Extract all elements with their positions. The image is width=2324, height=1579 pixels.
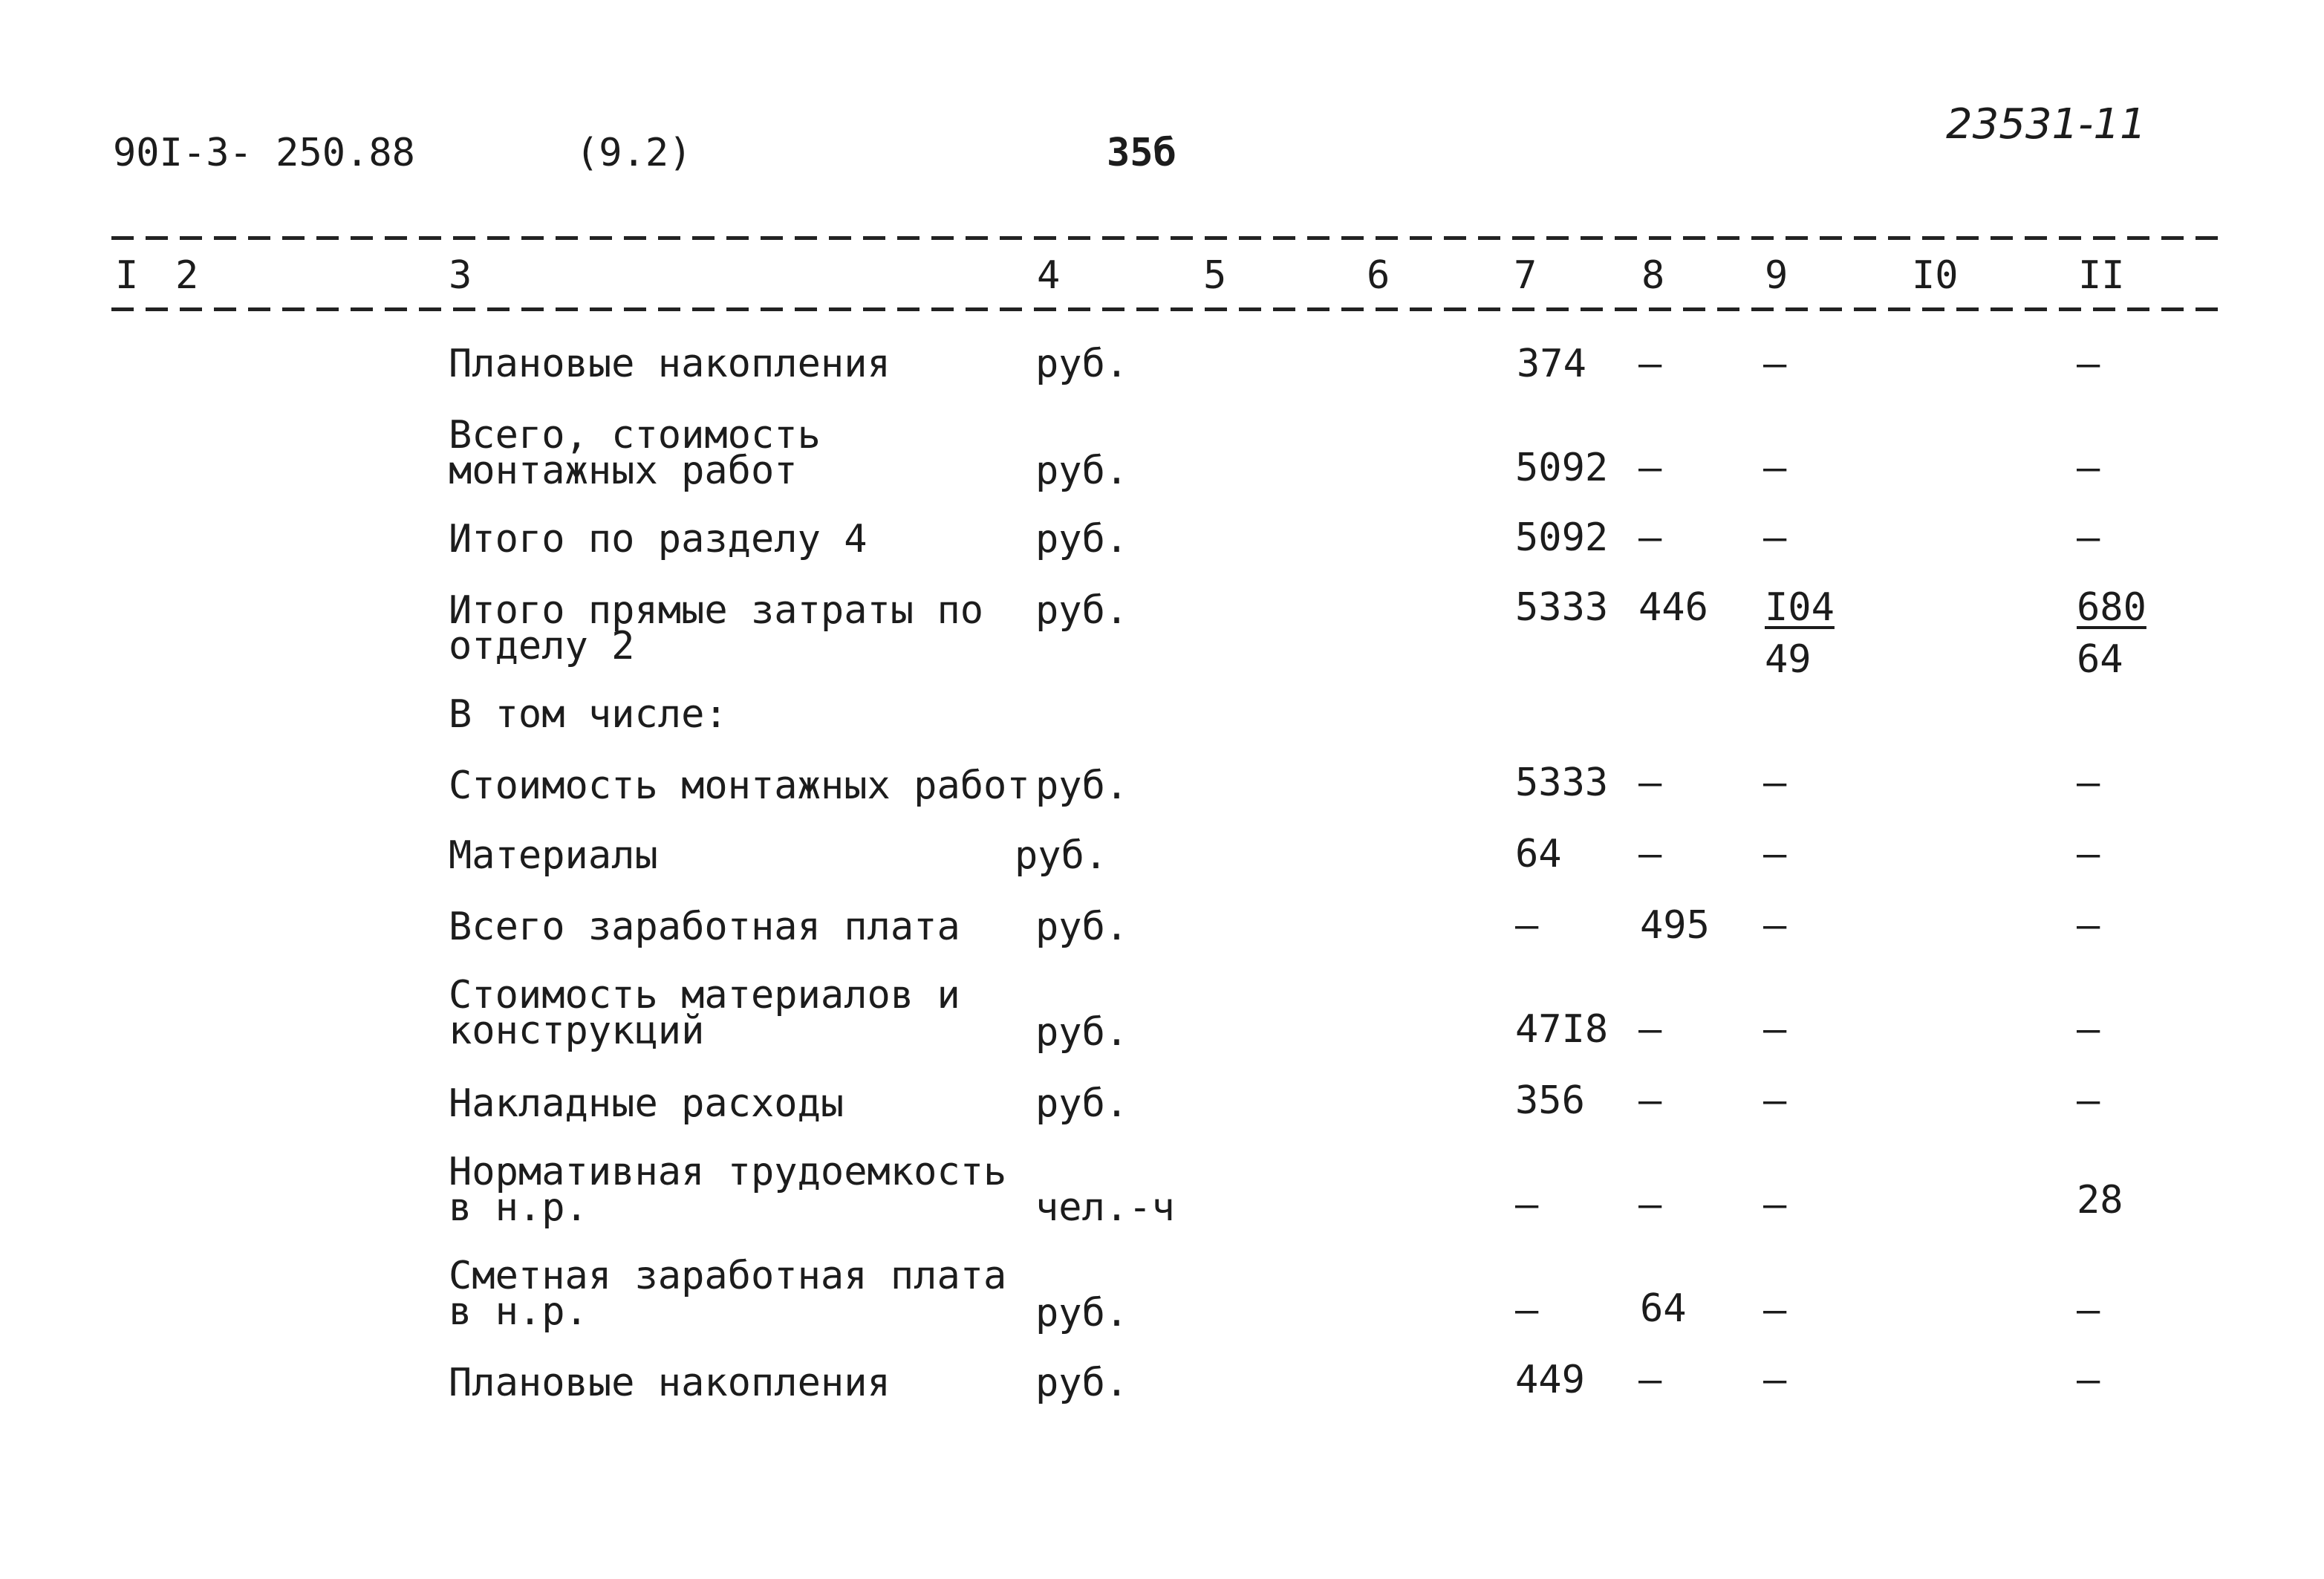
cell-col-11: – [2077, 1288, 2100, 1332]
cell-col-11: – [2077, 515, 2100, 560]
column-header-7: 7 [1514, 253, 1537, 298]
row-name: Плановые накопления [449, 1361, 891, 1405]
row-name: Нормативная трудоемкость [449, 1150, 1007, 1194]
row-name: Всего заработная плата [449, 905, 960, 949]
cell-col-9-denominator: 49 [1765, 637, 1812, 682]
cell-col-8: – [1638, 1007, 1662, 1052]
cell-col-8: – [1638, 1182, 1662, 1227]
cell-col-9: – [1763, 1078, 1787, 1123]
cell-col-7: 5333 [1515, 761, 1609, 805]
cell-col-8: 495 [1640, 903, 1710, 948]
row-unit: руб. [1035, 342, 1129, 386]
column-header-11: II [2078, 253, 2125, 298]
header-bottom-rule [111, 307, 2228, 311]
cell-col-7: 449 [1515, 1358, 1585, 1402]
cell-col-8: 64 [1640, 1286, 1687, 1331]
row-name: Стоимость монтажных работ [449, 764, 1030, 808]
cell-col-7: – [1515, 1288, 1539, 1332]
cell-col-7: 5092 [1515, 446, 1609, 490]
cell-col-9-numerator: I04 [1765, 585, 1835, 630]
column-header-3: 3 [449, 253, 472, 298]
document-code: 90I-3- 250.88 [113, 131, 415, 175]
row-name: Итого по разделу 4 [449, 517, 868, 561]
row-unit: чел.-ч [1035, 1185, 1175, 1230]
cell-col-9: – [1763, 761, 1787, 805]
cell-col-9: – [1763, 1182, 1787, 1227]
cell-col-11: 28 [2077, 1178, 2123, 1222]
row-unit: руб. [1035, 517, 1129, 561]
row-name: Материалы [449, 833, 658, 878]
cell-col-11: – [2077, 1358, 2100, 1402]
cell-col-9: – [1763, 1288, 1787, 1332]
row-name-line-2: в н.р. [449, 1185, 588, 1230]
cell-col-8: 446 [1638, 585, 1708, 630]
row-name: Сметная заработная плата [449, 1254, 1007, 1298]
cell-col-11: – [2077, 446, 2100, 490]
column-header-2: 2 [175, 253, 199, 298]
row-unit: руб. [1035, 588, 1129, 633]
cell-col-9: – [1763, 832, 1787, 876]
row-unit: руб. [1015, 833, 1108, 878]
cell-col-8: – [1638, 446, 1662, 490]
row-unit: руб. [1035, 1361, 1129, 1405]
row-unit: руб. [1035, 1081, 1129, 1126]
cell-col-11: – [2077, 342, 2100, 386]
column-header-10: I0 [1912, 253, 1959, 298]
row-name: Всего, стоимость [449, 413, 821, 458]
row-unit: руб. [1035, 449, 1129, 493]
cell-col-8: – [1638, 1358, 1662, 1402]
cell-col-11-numerator: 680 [2077, 585, 2146, 630]
cell-col-11: – [2077, 1007, 2100, 1052]
row-name-line-2: монтажных работ [449, 449, 798, 493]
cell-col-7: 64 [1515, 832, 1562, 876]
column-header-8: 8 [1641, 253, 1665, 298]
cell-col-8: – [1638, 515, 1662, 560]
row-unit: руб. [1035, 1291, 1129, 1335]
column-header-4: 4 [1037, 253, 1061, 298]
row-unit: руб. [1035, 1010, 1129, 1055]
cell-col-7: 47I8 [1515, 1007, 1609, 1052]
cell-col-7: – [1515, 903, 1539, 948]
cell-col-9: – [1763, 342, 1787, 386]
cell-col-11: – [2077, 832, 2100, 876]
header-top-rule [111, 236, 2228, 240]
cell-col-11: – [2077, 903, 2100, 948]
cell-col-8: – [1638, 1078, 1662, 1123]
cell-col-7: – [1515, 1182, 1539, 1227]
page-number: 35б [1107, 131, 1176, 175]
cell-col-8: – [1638, 342, 1662, 386]
section-number: (9.2) [576, 131, 692, 175]
column-header-9: 9 [1765, 253, 1788, 298]
row-name-line-2: отделу 2 [449, 624, 635, 668]
cell-col-9: – [1763, 1007, 1787, 1052]
row-name: Итого прямые затраты по [449, 588, 984, 633]
row-name: Плановые накопления [449, 342, 891, 386]
cell-col-7: 5092 [1515, 515, 1609, 560]
cell-col-8: – [1638, 761, 1662, 805]
cell-col-8: – [1638, 832, 1662, 876]
row-name: Накладные расходы [449, 1081, 844, 1126]
cell-col-7: 5333 [1515, 585, 1609, 630]
row-name-line-2: конструкций [449, 1009, 705, 1053]
cell-col-11: – [2077, 761, 2100, 805]
cell-col-9: – [1763, 446, 1787, 490]
row-name: Стоимость материалов и [449, 973, 960, 1018]
cell-col-7: 356 [1515, 1078, 1585, 1123]
cell-col-11-denominator: 64 [2077, 637, 2123, 682]
row-unit: руб. [1035, 764, 1129, 808]
row-name: В том числе: [449, 692, 728, 737]
cell-col-7: 374 [1517, 342, 1586, 386]
row-unit: руб. [1035, 905, 1129, 949]
cell-col-9: – [1763, 515, 1787, 560]
row-name-line-2: в н.р. [449, 1289, 588, 1334]
column-header-6: 6 [1367, 253, 1390, 298]
column-header-1: I [115, 253, 139, 298]
cell-col-9: – [1763, 1358, 1787, 1402]
cell-col-9: – [1763, 903, 1787, 948]
cell-col-11: – [2077, 1078, 2100, 1123]
sheet-number: 23531-11 [1946, 100, 2146, 149]
column-header-5: 5 [1203, 253, 1227, 298]
